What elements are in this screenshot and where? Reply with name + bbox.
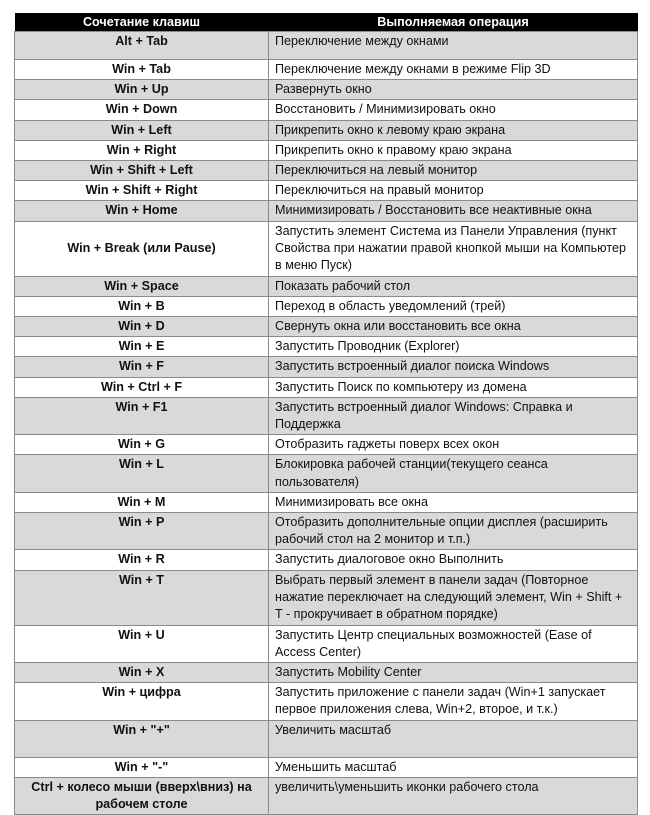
- table-row: [15, 683, 638, 720]
- operation-cell: Показать рабочий стол: [269, 276, 638, 296]
- operation-cell: Отобразить гаджеты поверх всех окон: [269, 435, 638, 455]
- operation-cell: Переход в область уведомлений (трей): [269, 296, 638, 316]
- operation-cell: Блокировка рабочей станции(текущего сеанса пользователя): [269, 455, 638, 492]
- table-row: [15, 435, 638, 455]
- table-row: [15, 455, 638, 492]
- operation-cell: Запустить встроенный диалог поиска Windows: [269, 357, 638, 377]
- table-row: [15, 720, 638, 757]
- operation-cell: Прикрепить окно к правому краю экрана: [269, 140, 638, 160]
- operation-cell: Запустить Поиск по компьютеру из домена: [269, 377, 638, 397]
- shortcuts-table: [14, 13, 638, 815]
- shortcut-cell: Win + Right: [15, 140, 269, 160]
- table-row: [15, 492, 638, 512]
- table-row: [15, 377, 638, 397]
- shortcut-cell: Win + U: [15, 625, 269, 662]
- shortcut-cell: Win + цифра: [15, 683, 269, 720]
- shortcut-cell: Win + R: [15, 550, 269, 570]
- shortcut-cell: Win + Home: [15, 201, 269, 221]
- shortcuts-table-container: [14, 13, 637, 815]
- operation-cell: Переключиться на правый монитор: [269, 181, 638, 201]
- table-row: [15, 397, 638, 434]
- operation-cell: Переключение между окнами в режиме Flip 3D: [269, 60, 638, 80]
- operation-cell: Запустить элемент Система из Панели Управления (пункт Свойства при нажатии правой кнопкой мыши на Компьютер в меню Пуск): [269, 221, 638, 276]
- shortcut-cell: Win + G: [15, 435, 269, 455]
- table-row: [15, 296, 638, 316]
- shortcut-cell: Win + L: [15, 455, 269, 492]
- operation-cell: Отобразить дополнительные опции дисплея (расширить рабочий стол на 2 монитор и т.п.): [269, 513, 638, 550]
- table-row: [15, 32, 638, 60]
- header-operation: Выполняемая операция: [269, 13, 638, 32]
- table-row: [15, 357, 638, 377]
- operation-cell: Переключиться на левый монитор: [269, 161, 638, 181]
- operation-cell: Выбрать первый элемент в панели задач (Повторное нажатие переключает на следующий элемент, Win + Shift + T - прокручивает в обратном порядке): [269, 570, 638, 625]
- operation-cell: Свернуть окна или восстановить все окна: [269, 317, 638, 337]
- table-row: [15, 550, 638, 570]
- shortcut-cell: Win + X: [15, 663, 269, 683]
- table-row: [15, 317, 638, 337]
- shortcut-cell: Win + "-": [15, 757, 269, 777]
- table-row: [15, 120, 638, 140]
- table-row: [15, 663, 638, 683]
- operation-cell: Переключение между окнами: [269, 32, 638, 60]
- shortcut-cell: Win + E: [15, 337, 269, 357]
- table-row: [15, 570, 638, 625]
- table-row: [15, 221, 638, 276]
- shortcut-cell: Win + Down: [15, 100, 269, 120]
- shortcut-cell: Win + "+": [15, 720, 269, 757]
- operation-cell: Увеличить масштаб: [269, 720, 638, 757]
- table-row: [15, 513, 638, 550]
- operation-cell: Минимизировать / Восстановить все неактивные окна: [269, 201, 638, 221]
- shortcut-cell: Alt + Tab: [15, 32, 269, 60]
- shortcut-cell: Win + B: [15, 296, 269, 316]
- shortcut-cell: Ctrl + колесо мыши (вверх\вниз) на рабочем столе: [15, 777, 269, 814]
- shortcut-cell: Win + Left: [15, 120, 269, 140]
- table-row: [15, 777, 638, 814]
- operation-cell: Запустить приложение с панели задач (Win+1 запускает первое приложения слева, Win+2, второе, и т.к.): [269, 683, 638, 720]
- shortcut-cell: Win + Up: [15, 80, 269, 100]
- shortcut-cell: Win + Space: [15, 276, 269, 296]
- shortcut-cell: Win + F1: [15, 397, 269, 434]
- table-row: [15, 757, 638, 777]
- table-row: [15, 276, 638, 296]
- operation-cell: Восстановить / Минимизировать окно: [269, 100, 638, 120]
- table-row: [15, 80, 638, 100]
- table-row: [15, 625, 638, 662]
- shortcut-cell: Win + Ctrl + F: [15, 377, 269, 397]
- table-row: [15, 140, 638, 160]
- header-shortcut: Сочетание клавиш: [15, 13, 269, 32]
- table-row: [15, 181, 638, 201]
- operation-cell: Прикрепить окно к левому краю экрана: [269, 120, 638, 140]
- operation-cell: Запустить встроенный диалог Windows: Справка и Поддержка: [269, 397, 638, 434]
- operation-cell: увеличить\уменьшить иконки рабочего стола: [269, 777, 638, 814]
- table-row: [15, 100, 638, 120]
- shortcut-cell: Win + D: [15, 317, 269, 337]
- operation-cell: Запустить Mobility Center: [269, 663, 638, 683]
- operation-cell: Уменьшить масштаб: [269, 757, 638, 777]
- shortcut-cell: Win + F: [15, 357, 269, 377]
- shortcut-cell: Win + M: [15, 492, 269, 512]
- shortcut-cell: Win + T: [15, 570, 269, 625]
- shortcut-cell: Win + Break (или Pause): [15, 221, 269, 276]
- table-row: [15, 201, 638, 221]
- table-row: [15, 337, 638, 357]
- operation-cell: Минимизировать все окна: [269, 492, 638, 512]
- operation-cell: Запустить диалоговое окно Выполнить: [269, 550, 638, 570]
- table-row: [15, 161, 638, 181]
- operation-cell: Развернуть окно: [269, 80, 638, 100]
- table-row: [15, 60, 638, 80]
- operation-cell: Запустить Центр специальных возможностей (Ease of Access Center): [269, 625, 638, 662]
- operation-cell: Запустить Проводник (Explorer): [269, 337, 638, 357]
- shortcut-cell: Win + P: [15, 513, 269, 550]
- shortcut-cell: Win + Shift + Left: [15, 161, 269, 181]
- shortcut-cell: Win + Tab: [15, 60, 269, 80]
- shortcut-cell: Win + Shift + Right: [15, 181, 269, 201]
- table-header-row: [15, 13, 638, 32]
